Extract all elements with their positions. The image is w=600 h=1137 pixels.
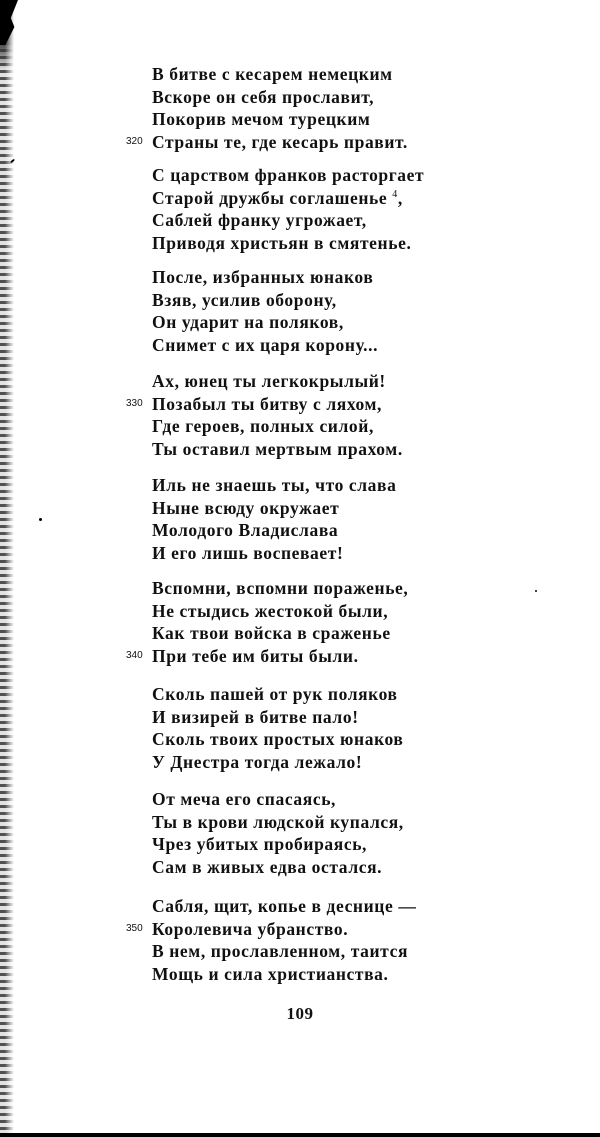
- verse-text: Взяв, усилив оборону,: [152, 289, 337, 310]
- verse-line: [152, 751, 403, 774]
- verse-text: Сабля, щит, копье в деснице —: [152, 896, 417, 916]
- verse-line: [152, 415, 403, 438]
- verse-line: [152, 577, 408, 600]
- verse-text: Вспомни, вспомни пораженье,: [152, 578, 409, 598]
- verse-text: При тебе им биты были.: [152, 645, 359, 666]
- verse-line: [152, 289, 378, 312]
- verse-line: [152, 474, 396, 497]
- verse-line: [152, 519, 396, 542]
- verse-line: [152, 108, 408, 131]
- verse-line: [152, 940, 416, 963]
- verse-text: И визирей в битве пало!: [152, 706, 359, 727]
- scan-edge-bottom: [0, 1133, 600, 1137]
- verse-line: [152, 963, 416, 986]
- scan-edge-left: [0, 0, 14, 1137]
- verse-text: И его лишь воспевает!: [152, 542, 344, 563]
- verse-line: [152, 497, 396, 520]
- verse-text: В битве с кесарем немецким: [152, 64, 393, 84]
- verse-text: Снимет с их царя корону...: [152, 334, 379, 355]
- verse-text: Старой дружбы соглашенье: [152, 187, 388, 208]
- verse-text: В нем, прославленном, таится: [152, 941, 409, 962]
- line-number: 340: [126, 649, 143, 661]
- verse-text: Королевича убранство.: [152, 918, 349, 939]
- verse-text: Молодого Владислава: [152, 520, 339, 541]
- verse-text: У Днестра тогда лежало!: [152, 751, 363, 772]
- verse-text: Он ударит на поляков,: [152, 312, 344, 333]
- verse-line: [152, 63, 408, 86]
- stanza: [152, 788, 404, 878]
- verse-line: [152, 311, 378, 334]
- verse-line: [152, 266, 378, 289]
- verse-line: [152, 86, 408, 109]
- verse-line: [152, 232, 424, 255]
- verse-text: Ты оставил мертвым прахом.: [152, 438, 403, 459]
- verse-text: Как твои войска в сраженье: [152, 623, 391, 644]
- verse-text: Покорив мечом турецким: [152, 109, 371, 130]
- verse-text: Сколь твоих простых юнаков: [152, 729, 404, 750]
- verse-text: Сам в живых едва остался.: [152, 856, 383, 877]
- verse-line: [152, 164, 424, 187]
- verse-text: Саблей франку угрожает,: [152, 210, 367, 231]
- stanza: [126, 895, 417, 985]
- verse-line: [152, 542, 396, 565]
- verse-line: [152, 706, 403, 729]
- verse-text: Ты в крови людской купался,: [152, 811, 404, 832]
- verse-line: [126, 918, 416, 941]
- scan-speck: [39, 518, 42, 521]
- verse-text: Страны те, где кесарь правит.: [152, 131, 408, 152]
- verse-line: [152, 683, 403, 706]
- line-number: 350: [126, 922, 143, 934]
- stanza: [126, 577, 409, 667]
- verse-text: Позабыл ты битву с ляхом,: [152, 393, 383, 414]
- verse-line: [152, 833, 404, 856]
- verse-line: [152, 811, 404, 834]
- verse-line: [152, 600, 408, 623]
- verse-text: Иль не знаешь ты, что слава: [152, 475, 397, 495]
- verse-text: Сколь пашей от рук поляков: [152, 684, 398, 704]
- line-number: 330: [126, 397, 143, 409]
- page-number: 109: [286, 1004, 314, 1023]
- verse-text: Мощь и сила христианства.: [152, 963, 389, 984]
- stanza: [126, 63, 408, 153]
- verse-line: [152, 788, 404, 811]
- verse-text: После, избранных юнаков: [152, 267, 374, 287]
- verse-text: Не стыдись жестокой были,: [152, 600, 389, 621]
- stanza: [152, 683, 403, 773]
- verse-text: С царством франков расторгает: [152, 165, 425, 185]
- stanza: [152, 474, 396, 564]
- stanza: [126, 370, 403, 460]
- verse-text: От меча его спасаясь,: [152, 789, 337, 809]
- verse-line: [126, 645, 408, 668]
- verse-line: [152, 334, 378, 357]
- verse-line: [152, 622, 408, 645]
- scan-speck: [535, 590, 537, 592]
- verse-line: [152, 209, 424, 232]
- verse-text: Приводя христьян в смятенье.: [152, 232, 412, 253]
- line-number: 320: [126, 135, 143, 147]
- verse-line: [126, 393, 403, 416]
- verse-line: [152, 728, 403, 751]
- verse-text: Чрез убитых пробираясь,: [152, 834, 368, 855]
- verse-line: [126, 131, 408, 154]
- verse-text: Где героев, полных силой,: [152, 416, 374, 437]
- verse-text: Вскоре он себя прославит,: [152, 86, 375, 107]
- verse-line: [152, 438, 403, 461]
- verse-line: [152, 187, 424, 210]
- verse-line: [152, 856, 404, 879]
- verse-line: [152, 370, 403, 393]
- verse-text: Ах, юнец ты легкокрылый!: [152, 371, 386, 391]
- footnote-marker[interactable]: 4: [392, 188, 398, 200]
- stanza: [152, 164, 424, 254]
- verse-line: [152, 895, 416, 918]
- stanza: [152, 266, 378, 356]
- verse-punctuation: ,: [397, 187, 403, 208]
- verse-text: Ныне всюду окружает: [152, 497, 340, 518]
